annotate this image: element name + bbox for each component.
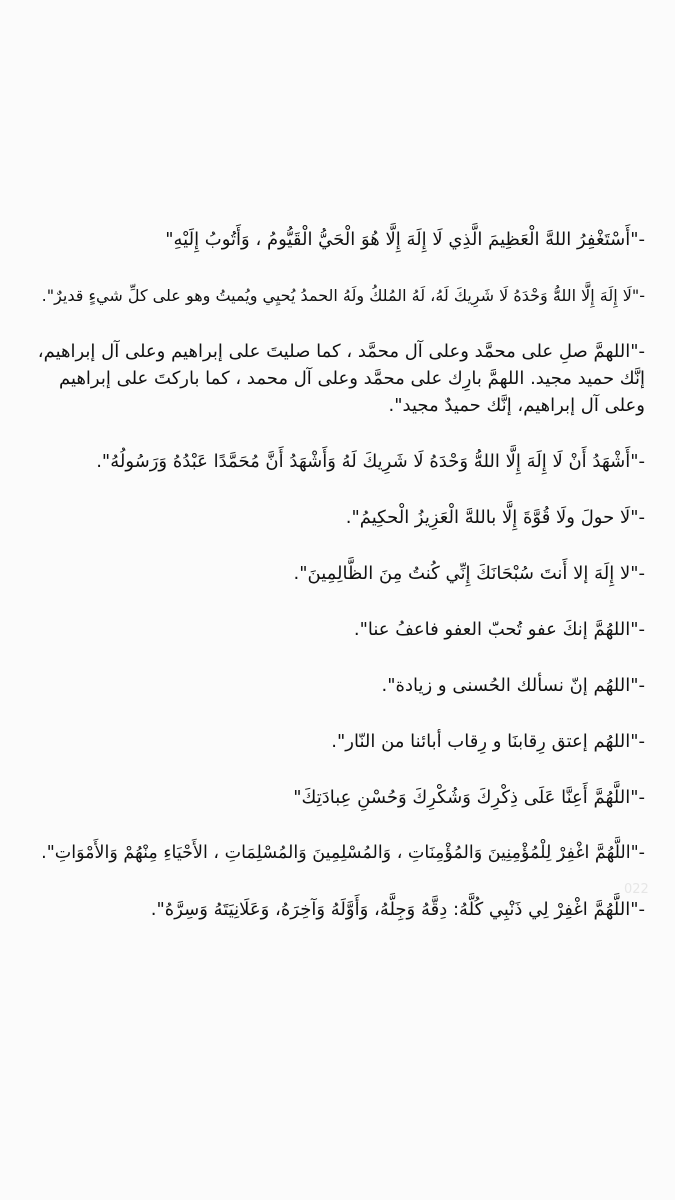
dua-maghfira-dhanbi: -"اللَّهُمَّ اغْفِرْ لِي ذَنْبِي كُلَّهُ: دِقَّهُ وَجِلَّهُ، وَأَوَّلَهُ وَآخِرَهُ، وَعَلَانِيَتَهُ وَسِرَّهُ". — [150, 899, 645, 920]
dua-dhikr-shukr: -"اللَّهُمَّ أَعِنَّا عَلَى ذِكْرِكَ وَشُكْرِكَ وَحُسْنِ عِبادَتِكَ" — [293, 787, 645, 808]
watermark: 022 — [624, 882, 649, 897]
dua-hawqala: -"لَا حولَ ولَا قُوَّةَ إِلَّا باللهَّ الْعَزِيزُ الْحكِيمُ". — [345, 507, 645, 528]
dua-afw: -"اللهُمَّ إنكَ عفو تُحبّ العفو فاعفُ عنا". — [353, 619, 645, 640]
dua-tahlil: -"لَا إِلَهَ إِلَّا اللهُّ وَحْدَهُ لَا شَرِيكَ لَهُ، لَهُ المُلكُ ولَهُ الحمدُ يُحيِي ويُميتُ وهو على كلِّ شيءٍ قديرٌ". — [41, 286, 645, 305]
dua-husna: -"اللهُم إنّ نسألك الحُسنى و زيادة". — [381, 675, 645, 696]
dua-list — [30, 226, 645, 952]
dua-yunus: -"لا إِلَهَ إلا أَنتَ سُبْحَانَكَ إِنِّي كُنتُ مِنَ الظَّالِمِينَ". — [293, 563, 645, 584]
dua-salat-ibrahimiya: -"اللهمَّ صلِ على محمَّد وعلى آل محمَّد ، كما صليتَ على إبراهيم وعلى آل إبراهيم، إنَّك حميد مجيد. اللهمَّ بارِك على محمَّد وعلى آل محمد ، كما باركتَ على إبراهيم وعلى آل إبراهيم، إنَّك حميدٌ مجيد". — [37, 341, 645, 416]
dua-istighfar: -"أَسْتَغْفِرُ اللهَّ الْعَظِيمَ الَّذِي لَا إِلَهَ إِلَّا هُوَ الْحَيُّ الْقَيُّومُ ، وَأَتُوبُ إِلَيْهِ" — [165, 229, 645, 250]
dua-shahada: -"أَشْهَدُ أَنْ لَا إِلَهَ إِلَّا اللهُّ وَحْدَهُ لَا شَرِيكَ لَهُ وَأَشْهَدُ أَنَّ مُحَمَّدًا عَبْدُهُ وَرَسُولُهُ". — [96, 451, 645, 472]
dua-itq: -"اللهُم إعتق رِقابنَا و رِقاب أبائنا من النّار". — [331, 731, 645, 752]
dua-maghfira-muminin: -"اللَّهُمَّ اغْفِرْ لِلْمُؤْمِنِينَ وَالمُؤْمِنَاتِ ، وَالمُسْلِمِينَ وَالمُسْلِمَاتِ ، الأَحْيَاءِ مِنْهُمْ وَالأَمْوَاتِ". — [41, 843, 645, 863]
